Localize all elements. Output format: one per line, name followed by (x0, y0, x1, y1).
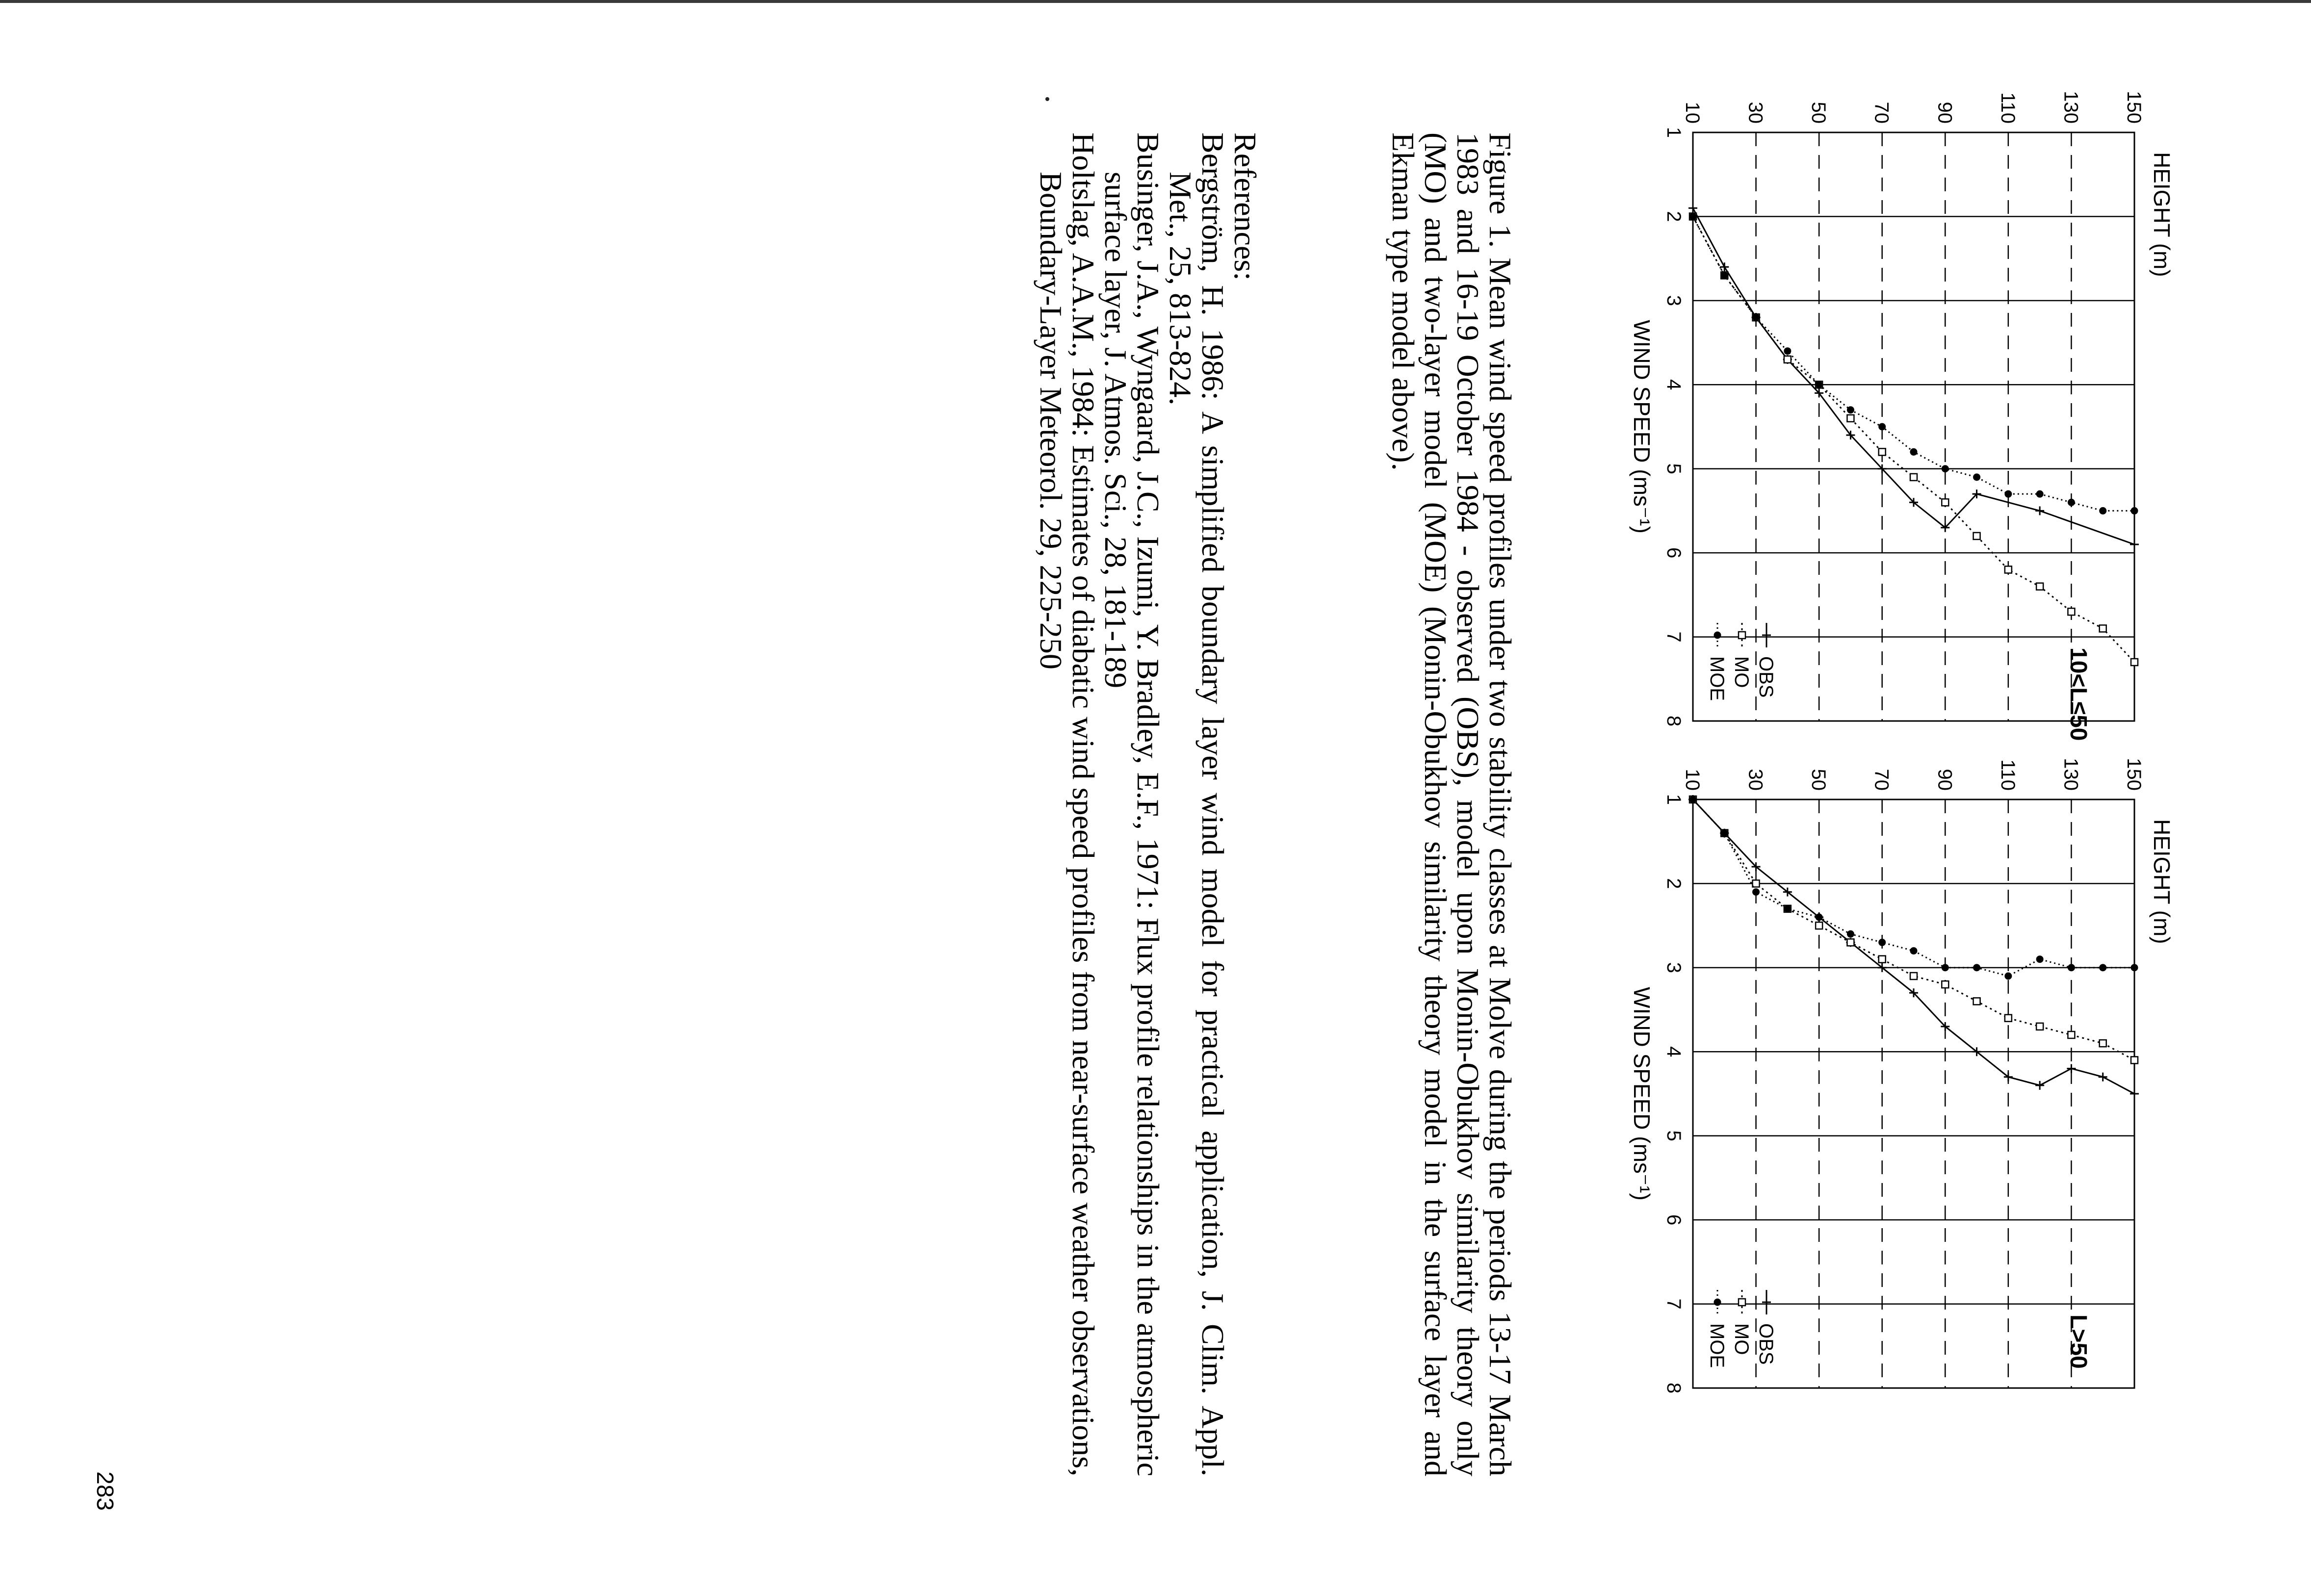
x-tick-label: 5 (1663, 463, 1685, 474)
moe-point (1816, 914, 1823, 921)
obs-point (1762, 1298, 1771, 1307)
moe-point (1752, 888, 1760, 896)
moe-point (1973, 473, 1980, 481)
legend-label: MOE (1706, 656, 1728, 701)
moe-point (1689, 213, 1697, 220)
x-tick-label: 5 (1663, 1130, 1685, 1141)
moe-point (1784, 905, 1791, 912)
moe-point (1878, 423, 1886, 431)
mo-point (1942, 981, 1948, 988)
moe-point (2036, 490, 2044, 498)
x-tick-label: 1 (1663, 794, 1685, 805)
x-tick-label: 3 (1663, 962, 1685, 973)
y-tick-label: 150 (2123, 91, 2145, 124)
moe-point (2131, 964, 2138, 971)
reference-item: Bergström, H. 1986: A simplified boundary layer wind model for practical application, J. Clim. Appl. Met., 25, 813-824. (1163, 132, 1230, 1476)
x-tick-label: 8 (1663, 1382, 1685, 1394)
chart-stable (1565, 49, 2193, 785)
stability-class-label: L>50 (2065, 1314, 2091, 1369)
legend-label: MO (1731, 1323, 1752, 1355)
mo-point (1910, 973, 1917, 979)
mo-point (1879, 448, 1886, 455)
moe-point (1910, 947, 1918, 954)
x-tick-label: 6 (1663, 1214, 1685, 1226)
moe-point (1714, 632, 1721, 639)
mo-point (2005, 1015, 2012, 1022)
y-tick-label: 10 (1682, 769, 1703, 791)
obs-point (2035, 506, 2044, 515)
mo-point (1973, 533, 1980, 540)
x-tick-label: 8 (1663, 715, 1685, 727)
x-axis-label: WIND SPEED (ms⁻¹) (1629, 987, 1655, 1201)
y-axis-label: HEIGHT (m) (2149, 152, 2175, 277)
x-axis-label: WIND SPEED (ms⁻¹) (1629, 320, 1655, 534)
obs-point (1688, 204, 1697, 212)
y-tick-label: 50 (1808, 102, 1830, 124)
x-tick-label: 7 (1663, 1298, 1685, 1310)
mo-point (2005, 566, 2012, 573)
moe-point (1752, 314, 1760, 321)
mo-point (2068, 1031, 2075, 1038)
obs-point (1762, 631, 1771, 640)
y-tick-label: 130 (2060, 91, 2082, 124)
moe-point (1689, 796, 1697, 803)
mo-point (1739, 1299, 1745, 1306)
legend-label: MO (1731, 656, 1752, 688)
x-tick-label: 1 (1663, 127, 1685, 138)
moe-point (1942, 964, 1949, 971)
moe-point (1816, 381, 1823, 388)
obs-point (2130, 1089, 2139, 1098)
x-tick-label: 2 (1663, 878, 1685, 889)
x-tick-label: 6 (1663, 547, 1685, 559)
y-axis-label: HEIGHT (m) (2149, 819, 2175, 944)
moe-point (2068, 964, 2075, 971)
moe-point (1721, 272, 1728, 279)
legend-label: MOE (1706, 1323, 1728, 1368)
series-line (1693, 216, 2134, 662)
moe-point (1847, 406, 1854, 413)
y-tick-label: 30 (1744, 102, 1766, 124)
moe-point (1942, 465, 1949, 472)
mo-point (1816, 922, 1822, 929)
figure-caption: Figure 1. Mean wind speed profiles under two stability classes at Molve during the periods 13-17 March 1983 and 16-19 October 1984 - observed (OBS), model upon Monin-Obukhov similarity theory only (MO) and two-layer model (MOE) (Monin-Obukhov similarity theory model in the surface layer and Ekman type model above). (1386, 132, 1518, 1476)
series-line (1693, 799, 2134, 1060)
mo-point (2036, 1023, 2043, 1030)
y-tick-label: 90 (1934, 102, 1956, 124)
moe-point (2004, 973, 2012, 980)
mo-point (1942, 499, 1948, 506)
obs-point (2099, 1073, 2107, 1081)
legend-label: OBS (1755, 656, 1777, 698)
moe-point (2099, 507, 2106, 515)
mo-point (1847, 939, 1854, 946)
x-tick-label: 3 (1663, 295, 1685, 306)
series-mo (1689, 796, 2138, 1063)
series-mo (1689, 213, 2138, 666)
chart-neutral (1565, 716, 2193, 1452)
x-tick-label: 7 (1663, 631, 1685, 643)
stability-class-label: 10<L≤50 (2065, 647, 2091, 741)
reference-item: Businger, J.A., Wyngaard, J.C., Izumi, Y. Bradley, E.F., 1971: Flux profile relationships in the atmospheric surface layer, J. Atmos. Sci., 28, 181-189 (1098, 132, 1166, 1476)
y-tick-label: 130 (2060, 758, 2082, 791)
moe-point (2036, 955, 2044, 963)
moe-point (2099, 964, 2106, 971)
moe-point (1714, 1299, 1721, 1306)
moe-point (1784, 347, 1791, 355)
y-tick-label: 50 (1808, 769, 1830, 791)
moe-point (1721, 829, 1728, 837)
moe-point (2004, 490, 2012, 498)
y-tick-label: 10 (1682, 102, 1703, 124)
series-line (1693, 208, 2134, 544)
reference-item: Holtslag, A.A.M., 1984: Estimates of diabatic wind speed profiles from near-surface weather observations, Boundary-Layer Meteorol. 29, 225-250 (1034, 132, 1101, 1476)
legend-label: OBS (1755, 1323, 1777, 1365)
mo-point (2068, 608, 2075, 615)
references-heading: References: (1228, 132, 1263, 281)
x-tick-label: 2 (1663, 211, 1685, 222)
mo-point (1910, 474, 1917, 481)
mo-point (2131, 1056, 2138, 1063)
y-tick-label: 70 (1870, 102, 1893, 124)
mo-point (2131, 659, 2138, 666)
moe-point (1847, 930, 1854, 938)
y-tick-label: 70 (1870, 769, 1893, 791)
x-tick-label: 4 (1663, 379, 1685, 390)
legend (1706, 1290, 1777, 1368)
mo-point (1784, 356, 1791, 363)
obs-point (2035, 1081, 2044, 1090)
moe-point (1878, 939, 1886, 946)
y-tick-label: 110 (1997, 759, 2019, 791)
page-number: 283 (92, 1471, 118, 1511)
references (1035, 132, 1261, 1476)
mo-point (1879, 956, 1886, 963)
mo-point (1973, 998, 1980, 1004)
moe-point (2068, 499, 2075, 506)
series-line (1693, 216, 2134, 511)
mo-point (1847, 415, 1854, 422)
mo-point (2036, 583, 2043, 590)
plot-frame (1693, 799, 2134, 1388)
obs-point (2067, 1064, 2076, 1073)
plot-frame (1693, 132, 2134, 721)
mo-point (2100, 1040, 2106, 1047)
y-tick-label: 110 (1997, 92, 2019, 124)
moe-point (1973, 964, 1980, 971)
y-tick-label: 30 (1744, 769, 1766, 791)
x-tick-label: 4 (1663, 1046, 1685, 1057)
y-tick-label: 90 (1934, 769, 1956, 791)
moe-point (2131, 507, 2138, 515)
y-tick-label: 150 (2123, 758, 2145, 791)
mo-point (1739, 632, 1745, 639)
moe-point (1910, 448, 1918, 456)
legend (1706, 623, 1777, 701)
series-line (1693, 799, 2134, 1094)
mo-point (2100, 625, 2106, 632)
obs-point (2130, 540, 2139, 549)
